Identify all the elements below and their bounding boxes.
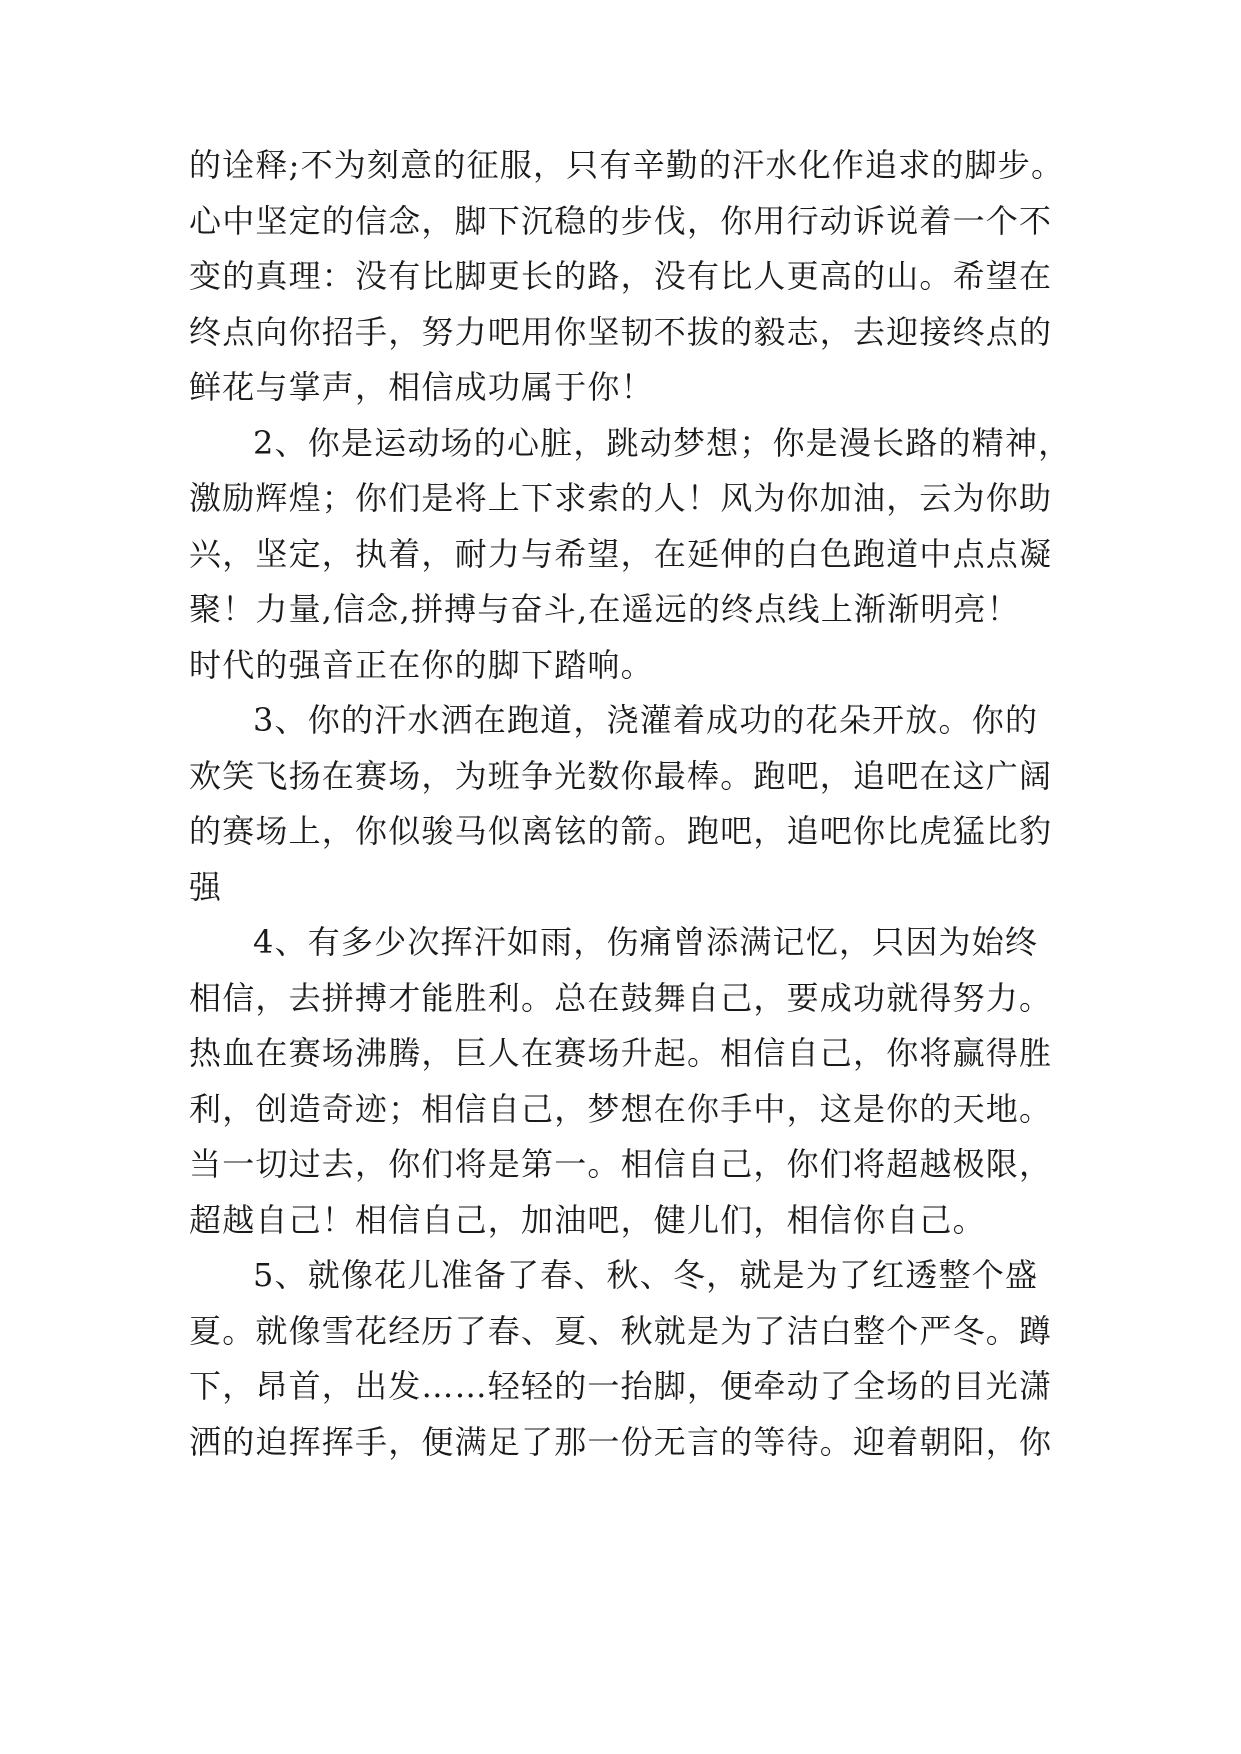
text-line: 利，创造奇迹；相信自己，梦想在你手中，这是你的天地。	[189, 1089, 1053, 1128]
text-line: 变的真理：没有比脚更长的路，没有比人更高的山。希望在	[189, 257, 1053, 295]
text-line: 欢笑飞扬在赛场，为班争光数你最棒。跑吧，追吧在这广阔	[189, 756, 1053, 795]
text-line: 3、你的汗水洒在跑道，浇灌着成功的花朵开放。你的	[253, 701, 1039, 739]
text-line: 2、你是运动场的心脏，跳动梦想；你是漫长路的精神，	[253, 423, 1072, 462]
text-line: 5、就像花儿准备了春、秋、冬，就是为了红透整个盛	[253, 1256, 1039, 1294]
text-line: 洒的迫挥挥手，便满足了那一份无言的等待。迎着朝阳，你	[189, 1422, 1053, 1461]
text-line: 强	[189, 867, 223, 906]
text-line: 相信，去拼搏才能胜利。总在鼓舞自己，要成功就得努力。	[189, 978, 1053, 1017]
text-line: 下，昂首，出发……轻轻的一抬脚，便牵动了全场的目光潇	[189, 1367, 1053, 1405]
text-line: 鲜花与掌声，相信成功属于你！	[189, 368, 654, 406]
text-line: 兴，坚定，执着，耐力与希望，在延伸的白色跑道中点点凝	[189, 534, 1053, 573]
document-body	[189, 138, 1072, 1470]
text-line: 时代的强音正在你的脚下踏响。	[189, 645, 654, 684]
text-line: 当一切过去，你们将是第一。相信自己，你们将超越极限，	[189, 1145, 1053, 1183]
text-line: 心中坚定的信念，脚下沉稳的步伐，你用行动诉说着一个不	[189, 201, 1053, 240]
paragraph-item-5	[189, 1248, 1059, 1470]
text-line: 终点向你招手，努力吧用你坚韧不拔的毅志，去迎接终点的	[189, 312, 1053, 351]
text-line: 的赛场上，你似骏马似离铉的箭。跑吧，追吧你比虎猛比豹	[189, 812, 1053, 850]
paragraph-item-4	[189, 915, 1059, 1248]
text-line: 激励辉煌；你们是将上下求索的人！风为你加油，云为你助	[189, 479, 1053, 517]
paragraph-continuation	[189, 138, 1065, 416]
text-line: 的诠释;不为刻意的征服，只有辛勤的汗水化作追求的脚步。	[189, 146, 1065, 184]
text-line: 4、有多少次挥汗如雨，伤痛曾添满记忆，只因为始终	[253, 923, 1039, 961]
text-line: 热血在赛场沸腾，巨人在赛场升起。相信自己，你将赢得胜	[189, 1034, 1053, 1072]
text-line: 聚！力量,信念,拼搏与奋斗,在遥远的终点线上渐渐明亮！	[189, 590, 1020, 628]
text-line: 夏。就像雪花经历了春、夏、秋就是为了洁白整个严冬。蹲	[189, 1311, 1053, 1350]
text-line: 超越自己！相信自己，加油吧，健儿们，相信你自己。	[189, 1200, 986, 1239]
paragraph-item-3	[189, 693, 1059, 915]
paragraph-item-2	[189, 416, 1072, 694]
